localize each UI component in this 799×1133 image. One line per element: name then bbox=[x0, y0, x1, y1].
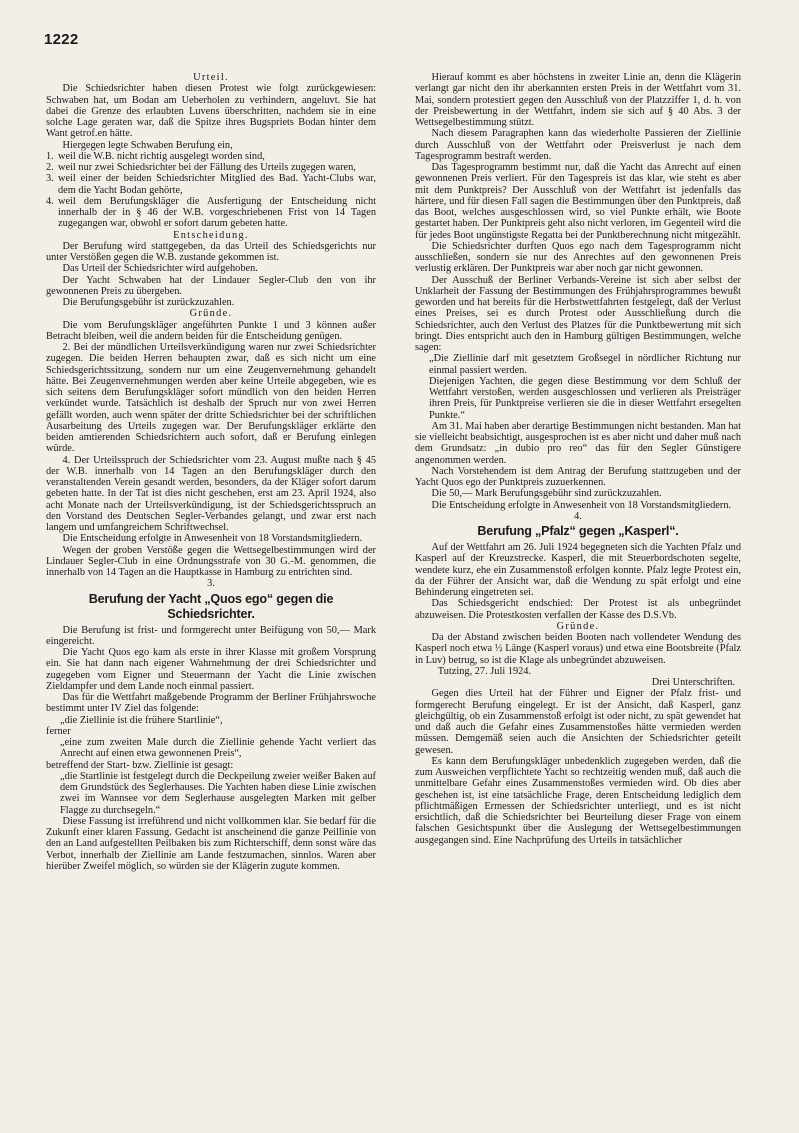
page-number: 1222 bbox=[44, 31, 79, 48]
connector-text: betreffend der Start- bzw. Ziellinie ist gesagt: bbox=[46, 759, 234, 771]
paragraph: Die 50,— Mark Berufungsgebühr sind zurückzuzahlen. bbox=[431, 488, 662, 500]
paragraph: Die Yacht Quos ego kam als erste in ihrer Klasse mit großem Vorsprung ein. Sie hat dann nach eigener Wahrnehmung der drei Schiedsrichter und zugegeben vom Eigner und Steuermann der Yacht die Linie zwischen Zieldampfer und dem Lande noch einmal passiert. bbox=[46, 647, 376, 692]
paragraph: Das für die Wettfahrt maßgebende Programm der Berliner Frühjahrswoche bestimmt unter IV Ziel das folgende: bbox=[46, 692, 376, 715]
urteil-heading: Urteil. bbox=[193, 72, 229, 83]
section-number: 4. bbox=[574, 510, 582, 522]
gruende-heading: Gründe. bbox=[189, 308, 233, 320]
paragraph: Die Berufungsgebühr ist zurückzuzahlen. bbox=[62, 297, 235, 308]
connector-text: ferner bbox=[46, 725, 71, 737]
list-item bbox=[46, 196, 376, 230]
paragraph: Gegen dies Urteil hat der Führer und Eigner der Pfalz frist- und formgerecht Berufung eingelegt. Er ist der Ansicht, daß Kasperl, ganz gleichgültig, ob ein Zusammenstoß erfolgt ist oder nicht, zu spät gewendet hat und daß auch die Gefahr eines Zusammenstoßes hätte vermieden werden müssen. Demgemäß seien auch die Ansichten der Schiedsrichter geteilt gewesen. bbox=[415, 688, 741, 756]
paragraph: Die Entscheidung erfolgte in Anwesenheit von 18 Vorstandsmitgliedern. bbox=[431, 499, 732, 511]
left-column bbox=[46, 72, 376, 872]
quote-text: „eine zum zweiten Male durch die Ziellinie gehende Yacht verliert das Anrecht auf einen etwa gewonnenen Preis“, bbox=[60, 737, 376, 760]
paragraph: Der Berufung wird stattgegeben, da das Urteil des Schiedsgerichts nur unter Verstößen gegen die W.B. zustande gekommen ist. bbox=[46, 240, 376, 263]
list-item bbox=[46, 162, 376, 173]
list-item-text: weil einer der beiden Schiedsrichter Mitglied des Bad. Yacht-Clubs war, dem die Yacht Bodan gehörte, bbox=[58, 173, 376, 196]
paragraph: Am 31. Mai haben aber derartige Bestimmungen nicht bestanden. Man hat sie vielleicht beabsichtigt, ausgesprochen ist es aber nicht und daher muß nach dem Grundsatz: „in dubio pro reo“ das für den Segler Günstigere angenommen werden. bbox=[415, 420, 741, 466]
section-number: 3. bbox=[207, 578, 215, 590]
paragraph: Der Yacht Schwaben hat der Lindauer Segler-Club den von ihr gewonnenen Preis zu übergeben. bbox=[46, 274, 376, 297]
paragraph: 2. Bei der mündlichen Urteilsverkündigung waren nur zwei Schiedsrichter zugegen. Die beiden Herren behaupten zwar, daß es sich nicht um eine Schiedsgerichtssitzung, sondern nur um eine Zeugenvernehmung gehandelt hätte. Bei Zeugenvernehmungen werden aber keine Urteile abgegeben, wie es sich seitens dem Berufungskläger sofort mündlich von den beiden Herren verkündet wurde. Tatsächlich ist deshalb der Spruch nur von zwei Herren gefällt worden, auch wenn später der dritte Schiedsrichter bei der schriftlichen Ausarbeitung des Urteils zugegen war. Der Berufungskläger erklärte den beiden amtierenden Schiedsrichtern auch sofort, daß er Berufung einlegen würde. bbox=[46, 342, 376, 455]
date-line: Tutzing, 27. Juli 1924. bbox=[437, 665, 532, 677]
paragraph: Die Entscheidung erfolgte in Anwesenheit von 18 Vorstandsmitgliedern. bbox=[62, 533, 363, 545]
paragraph: Die Berufung ist frist- und formgerecht unter Beifügung von 50,— Mark eingereicht. bbox=[46, 624, 376, 647]
list-item-text: weil nur zwei Schiedsrichter bei der Fällung des Urteils zugegen waren, bbox=[58, 162, 356, 173]
quote-text: „die Ziellinie ist die frühere Startlinie“, bbox=[60, 714, 223, 726]
paragraph: Das Schiedsgericht endschied: Der Protest ist als unbegründet abzuweisen. Die Protestkosten verfallen der Kasse des D.S.Vb. bbox=[415, 598, 741, 621]
list-item-number: 3. bbox=[46, 173, 54, 185]
paragraph: Das Tagesprogramm bestimmt nur, daß die Yacht das Anrecht auf einen gewonnenen Preis verliert. Für den Tagespreis ist das klar, wie steht es aber mit dem Punktpreis? Der Ausschluß von der Wettfahrt ist jedenfalls das härtere, und für diesen Fall sagen die Bestimmungen über den Punktpreis, daß das Boot, welches ausgeschlossen wird, so viel Punkte erhält, wie Boote gestartet haben. Der Punktpreis geht also nicht verloren, im Gegenteil wird die für jedes Boot ungünstigste Regatta bei der Punktberechnung nicht mitgezählt. bbox=[415, 162, 741, 241]
berufung-intro: Hiergegen legte Schwaben Berufung ein, bbox=[62, 139, 233, 151]
signatures: Drei Unterschriften. bbox=[651, 677, 735, 688]
right-column bbox=[415, 72, 741, 846]
reasons-list bbox=[46, 151, 376, 230]
quote-block bbox=[46, 737, 376, 760]
paragraph: Nach diesem Paragraphen kann das wiederholte Passieren der Ziellinie durch Ausschluß von der Wettfahrt oder Preisverlust je nach dem Tagesprogramm bestraft werden. bbox=[415, 128, 741, 162]
urteil-text: Die Schiedsrichter haben diesen Protest wie folgt zurückgewiesen: Schwaben hat, um Bodan am Ueberholen zu verhindern, angeluvt. Sie hat dabei die Grenze des erlaubten Luvens überschritten, nachdem sie in eine solche Lage geraten war, daß die Spitze ihres Bugspriets Bodan hinter dem Want getrof.en hätte. bbox=[46, 83, 376, 140]
paragraph: Die Schiedsrichter durften Quos ego nach dem Tagesprogramm nicht ausschließen, sondern sie nur des Anrechtes auf den gewonnenen Preis verlustig erklären. Der Punktpreis war aber noch gar nicht gewonnen. bbox=[415, 240, 741, 275]
gruende-heading: Gründe. bbox=[556, 620, 600, 632]
quote-text: Diejenigen Yachten, die gegen diese Bestimmung vor dem Schluß der Wettfahrt verstoßen, werden ausgeschlossen und verlieren als Preisträger ihren Preis, für Punktpreise verlieren sie die in dieser Wettfahrt ersegelten Punkte.“ bbox=[429, 375, 741, 421]
paragraph: Die vom Berufungskläger angeführten Punkte 1 und 3 können außer Betracht bleiben, weil die andern beiden für die Entscheidung genügen. bbox=[46, 319, 376, 342]
paragraph: Da der Abstand zwischen beiden Booten nach vollendeter Wendung des Kasperl noch etwa ½ Länge (Kasperl voraus) und etwa eine Bootsbreite (Pfalz in Luv) betrug, so ist die Klage als unbegründet abzuweisen. bbox=[415, 632, 741, 666]
quote-text: „die Startlinie ist festgelegt durch die Deckpeilung zweier weißer Baken auf dem Grundstück des Seglerhauses. Die Yachten haben diese Linie zwischen zwei im Wannsee vor dem Seglerhause ausgelegten Marken mit gelber Flagge zu durchsegeln.“ bbox=[60, 770, 376, 816]
list-item bbox=[46, 151, 376, 162]
paragraph: Hierauf kommt es aber höchstens in zweiter Linie an, denn die Klägerin verlangt gar nicht den ihr aberkannten ersten Preis in der Wettfahrt vom 31. Mai, sondern protestiert gegen den Ausschluß von der Platzziffer 1, d. h. von der Preisbewertung in der Wettfahrt, indem sie sich auf § 40 Abs. 3 der Wettsegelbestimmung stützt. bbox=[415, 72, 741, 128]
list-item-text: weil dem Berufungskläger die Ausfertigung der Entscheidung nicht innerhalb der in § 46 der W.B. vorgeschriebenen Frist von 14 Tagen zugegangen war, obwohl er sofort darum gebeten hatte. bbox=[58, 195, 376, 230]
quote-block bbox=[415, 353, 741, 421]
quote-block bbox=[46, 771, 376, 816]
quote-text: „Die Ziellinie darf mit gesetztem Großsegel in nördlicher Richtung nur einmal passiert werden. bbox=[429, 353, 741, 376]
paragraph: Auf der Wettfahrt am 26. Juli 1924 begegneten sich die Yachten Pfalz und Kasperl auf der Kreuzstrecke. Kasperl, die mit Steuerbordschoten segelte, wendete kurz, ehe ein Zusammenstoß erfolgen konnte. Pfalz legte Protest ein, da der Führer der Ansicht war, daß die Wendung zu spät erfolgt und eine Behinderung eingetreten sei. bbox=[415, 542, 741, 598]
paragraph: Es kann dem Berufungskläger unbedenklich zugegeben werden, daß die zum Ausweichen verpflichtete Yacht so rechtzeitig wenden muß, daß auch die unmittelbare Gefahr eines Zusammenstoßes vermieden wird. Ob dies aber geschehen ist, ist eine tatsächliche Frage, deren Entscheidung lediglich dem pflichtmäßigen Ermessen der Schiedsrichter unterliegt, und es ist nicht ersichtlich, daß die Schiedsrichter bei Beurteilung dieser Frage von einem falschen Gesichtspunkt über die Auslegung der Wettsegelbestimmungen ausgegangen sind. Eine Nachprüfung des Urteils in tatsächlicher bbox=[415, 755, 741, 846]
list-item-number: 2. bbox=[46, 162, 54, 173]
paragraph: Das Urteil der Schiedsrichter wird aufgehoben. bbox=[62, 263, 258, 275]
list-item-number: 4. bbox=[46, 195, 54, 207]
list-item-number: 1. bbox=[46, 150, 54, 162]
paragraph: Nach Vorstehendem ist dem Antrag der Berufung stattzugeben und der Yacht Quos ego der Punktpreis zuzuerkennen. bbox=[415, 465, 741, 488]
list-item-text: weil die W.B. nicht richtig ausgelegt worden sind, bbox=[58, 150, 265, 162]
paragraph: Diese Fassung ist irreführend und nicht vollkommen klar. Sie bedarf für die Zukunft einer klaren Fassung. Gedacht ist anscheinend die ganze Peillinie von den an Land aufgestellten Peilbaken bis zum Richterschiff, denn sonst wäre das Verbot, innerhalb der Ziellinie am Lande festzumachen, sinnlos. Waren aber hierüber Zweifel möglich, so würden sie der Klägerin zugute kommen. bbox=[46, 815, 376, 872]
paragraph: Wegen der groben Verstöße gegen die Wettsegelbestimmungen wird der Lindauer Segler-Club in eine Ordnungsstrafe von 30 G.-M. genommen, die innerhalb von 14 Tagen an die Hauptkasse in Hamburg zu entrichten sind. bbox=[46, 544, 376, 578]
entscheidung-heading: Entscheidung. bbox=[173, 229, 249, 241]
quote-block bbox=[46, 715, 376, 726]
paragraph: Der Ausschuß der Berliner Verbands-Vereine ist sich aber selbst der Unklarheit der Fassung der Bestimmungen des Frühjahrsprogrammes bewußt geworden und hat bereits für die Herbstwettfahrten festgelegt, daß der Verlust eines Preises, sei es durch Protest oder Ausschließung durch die Schiedsrichter, auch den Verlust des Platzes für die Punktbewertung mit sich bringt. Dies entspricht auch den in Hamburg gültigen Bestimmungen, welche sagen: bbox=[415, 274, 741, 353]
paragraph: 4. Der Urteilsspruch der Schiedsrichter vom 23. August mußte nach § 45 der W.B. innerhalb von 14 Tagen an den Berufungskläger durch den veranstaltenden Verein gesandt werden, besonders, da der Kläger sofort darum gebeten hatte. In der Tat ist dies nicht geschehen, erst am 23. April 1924, also acht Monate nach der Urteilsverkündigung, ist der Schiedsgerichtsspruch an den Vorstand des Deutschen Segler-Verbandes gelangt, und zwar erst nach langem und umfangreichem Schriftwechsel. bbox=[46, 454, 376, 533]
section-title: Berufung der Yacht „Quos ego“ gegen die Schiedsrichter. bbox=[88, 591, 334, 621]
list-item bbox=[46, 173, 376, 196]
section-title: Berufung „Pfalz“ gegen „Kasperl“. bbox=[477, 524, 679, 538]
